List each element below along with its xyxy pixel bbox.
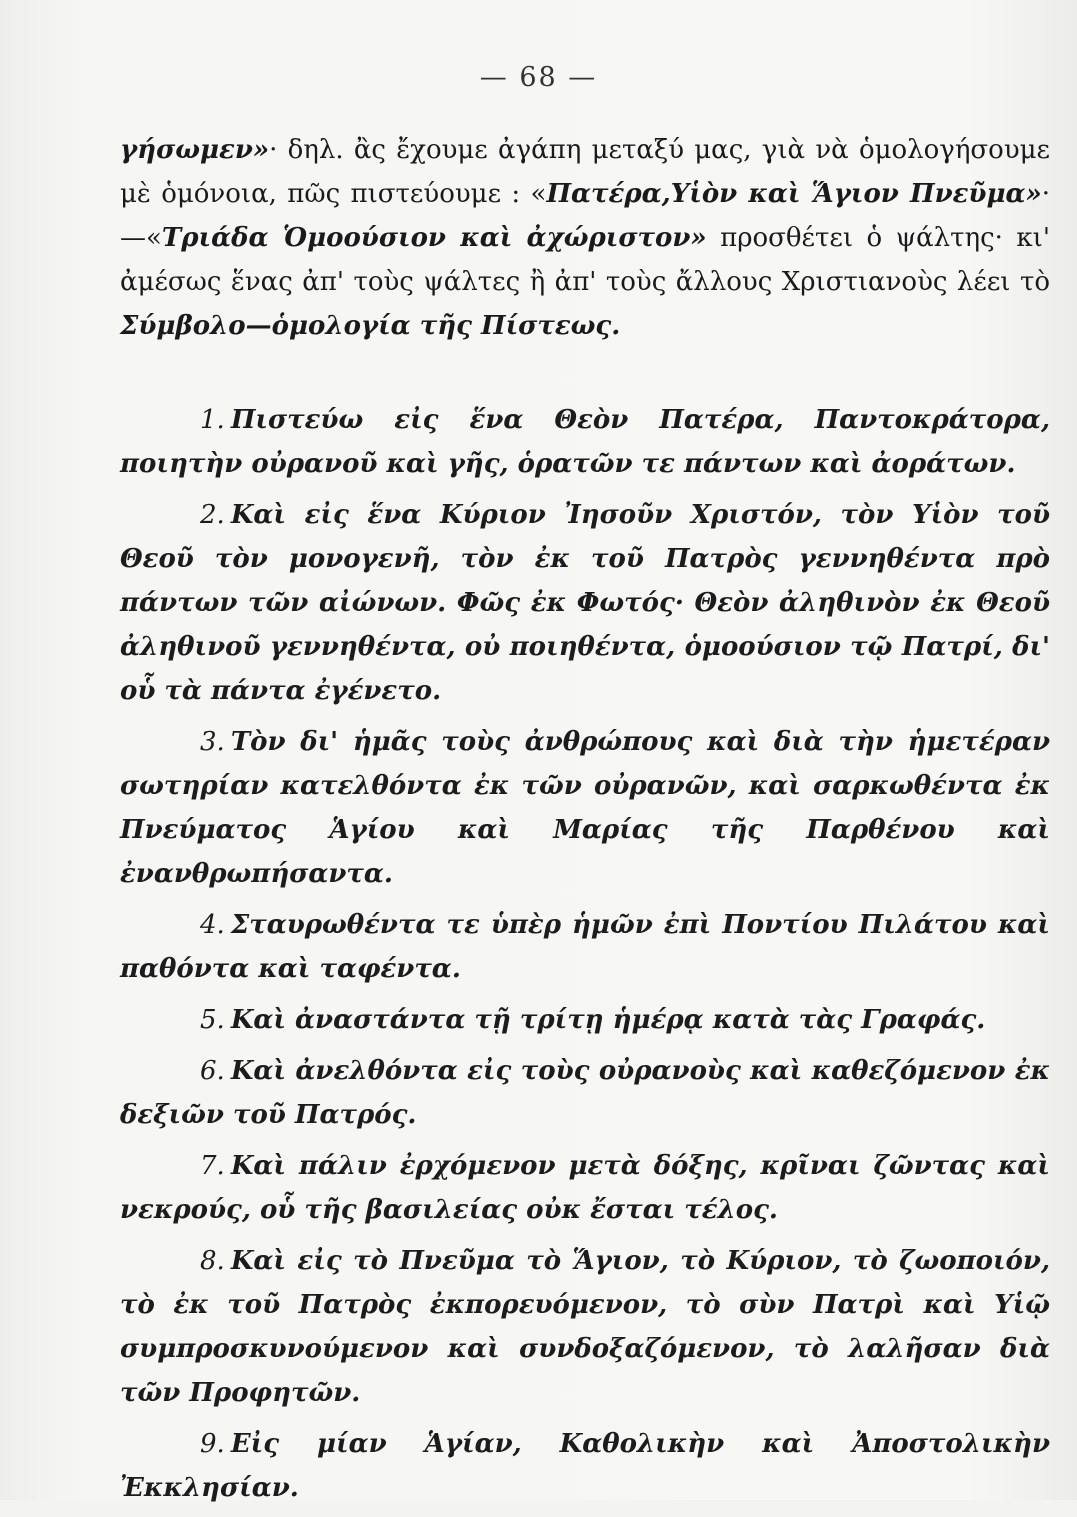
creed-text <box>120 398 1050 1517</box>
intro-emphasis: Σύμβολο—ὁμολογία τῆς Πίστεως. <box>120 311 621 341</box>
creed-article <box>120 1422 1050 1510</box>
creed-article <box>120 1049 1050 1137</box>
article-text: Τὸν δι' ἡμᾶς τοὺς ἀνθρώπους καὶ διὰ τὴν ἡμετέραν σωτηρίαν κατελθόντα ἐκ τῶν οὐρανῶν, καὶ σαρκωθέντα ἐκ Πνεύματος Ἁγίου καὶ Μαρίας τῆς Παρθένου καὶ ἐνανθρωπήσαντα. <box>120 727 1050 889</box>
creed-article <box>120 720 1050 896</box>
article-number: 1. <box>200 405 225 435</box>
creed-article <box>120 903 1050 991</box>
article-number: 5. <box>200 1005 225 1035</box>
article-text: Καὶ ἀναστάντα τῇ τρίτῃ ἡμέρᾳ κατὰ τὰς Γραφάς. <box>230 1005 986 1035</box>
article-number: 7. <box>200 1151 225 1181</box>
article-number: 8. <box>200 1246 225 1276</box>
article-number: 2. <box>200 500 225 530</box>
article-text: Καὶ ἀνελθόντα εἰς τοὺς οὐρανοὺς καὶ καθεζόμενον ἐκ δεξιῶν τοῦ Πατρός. <box>120 1056 1050 1130</box>
article-text: Καὶ εἰς ἕνα Κύριον Ἰησοῦν Χριστόν, τὸν Υἱὸν τοῦ Θεοῦ τὸν μονογενῆ, τὸν ἐκ τοῦ Πατρὸς γεννηθέντα πρὸ πάντων τῶν αἰώνων. Φῶς ἐκ Φωτός· Θεὸν ἀληθινὸν ἐκ Θεοῦ ἀληθινοῦ γεννηθέντα, οὐ ποιηθέντα, ὁμοούσιον τῷ Πατρί, δι' οὗ τὰ πάντα ἐγένετο. <box>120 500 1050 706</box>
creed-article <box>120 493 1050 713</box>
page-number: — 68 — <box>479 62 598 93</box>
intro-emphasis: Τριάδα Ὁμοούσιον καὶ ἀχώριστον» <box>161 223 707 253</box>
creed-article <box>120 398 1050 486</box>
article-number: 3. <box>200 727 225 757</box>
intro-text <box>120 128 1050 348</box>
article-text: Εἰς μίαν Ἁγίαν, Καθολικὴν καὶ Ἀποστολικὴν Ἐκκλησίαν. <box>120 1429 1050 1503</box>
article-text: Σταυρωθέντα τε ὑπὲρ ἡμῶν ἐπὶ Ποντίου Πιλάτου καὶ παθόντα καὶ ταφέντα. <box>120 910 1050 984</box>
article-number: 6. <box>200 1056 225 1086</box>
article-text: Καὶ πάλιν ἐρχόμενον μετὰ δόξης, κρῖναι ζῶντας καὶ νεκρούς, οὗ τῆς βασιλείας οὐκ ἔσται τέλος. <box>120 1151 1050 1225</box>
intro-paragraph <box>120 128 1050 348</box>
creed-article <box>120 1239 1050 1415</box>
intro-plain: · —« <box>120 179 1051 253</box>
article-number: 9. <box>200 1429 225 1459</box>
article-number: 4. <box>200 910 225 940</box>
intro-emphasis: Πατέρα,Υἱὸν καὶ Ἅγιον Πνεῦμα» <box>546 179 1042 209</box>
creed-article <box>120 998 1050 1042</box>
intro-emphasis: γήσωμεν» <box>120 135 270 165</box>
article-text: Πιστεύω εἰς ἕνα Θεὸν Πατέρα, Παντοκράτορα, ποιητὴν οὐρανοῦ καὶ γῆς, ὁρατῶν τε πάντων καὶ ἀοράτων. <box>120 405 1050 479</box>
intro-plain: προσθέτει ὁ ψάλτης· κι' ἀμέσως ἕνας ἀπ' τοὺς ψάλτες ἢ ἀπ' τοὺς ἄλλους Χριστιανοὺς λέει τὸ <box>120 223 1050 297</box>
creed-article <box>120 1144 1050 1232</box>
intro-plain: · δηλ. ἂς ἔχουμε ἀγάπη μεταξύ μας, γιὰ νὰ ὁμολογήσουμε μὲ ὁμόνοια, πῶς πιστεύουμε : « <box>120 135 1050 209</box>
article-text: Καὶ εἰς τὸ Πνεῦμα τὸ Ἅγιον, τὸ Κύριον, τὸ ζωοποιόν, τὸ ἐκ τοῦ Πατρὸς ἐκπορευόμενον, τὸ σὺν Πατρὶ καὶ Υἱῷ συμπροσκυνούμενον καὶ συνδοξαζόμενον, τὸ λαλῆσαν διὰ τῶν Προφητῶν. <box>120 1246 1050 1408</box>
